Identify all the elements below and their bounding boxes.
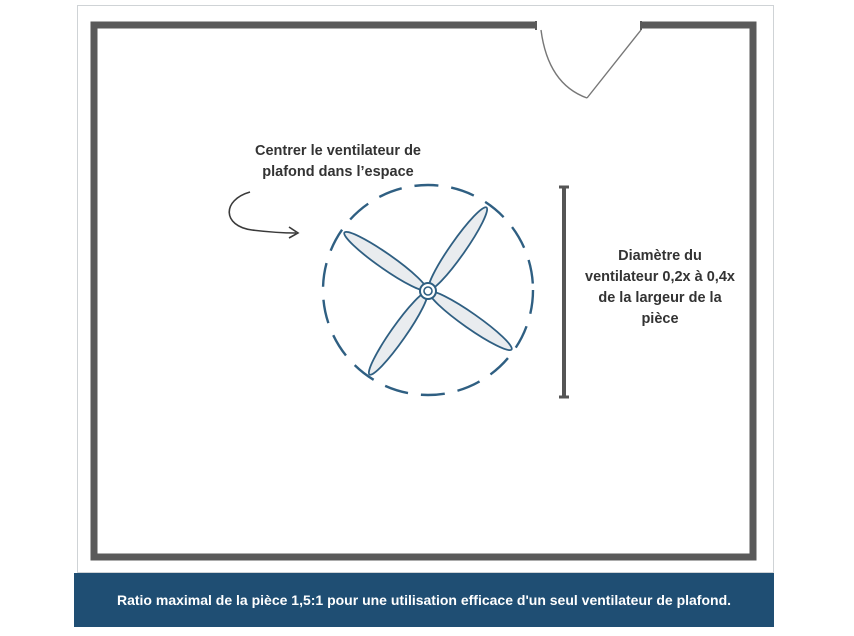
center-fan-label: Centrer le ventilateur de plafond dans l’espace	[255, 143, 421, 180]
ceiling-fan-icon	[323, 185, 533, 395]
caption-text: Ratio maximal de la pièce 1,5:1 pour une utilisation efficace d'un seul ventilateur de plafond.	[116, 592, 732, 608]
fan-blade	[423, 203, 493, 294]
door-swing-icon	[536, 18, 641, 98]
fan-diameter-label: Diamètre du ventilateur 0,2x à 0,4x de la largeur de la pièce	[585, 248, 735, 327]
caption-bar	[74, 573, 774, 627]
fan-blade	[363, 288, 433, 379]
fan-blade	[425, 286, 516, 356]
curved-arrow-icon	[229, 192, 298, 238]
dimension-bar-icon	[559, 187, 569, 397]
fan-blade	[340, 226, 431, 296]
